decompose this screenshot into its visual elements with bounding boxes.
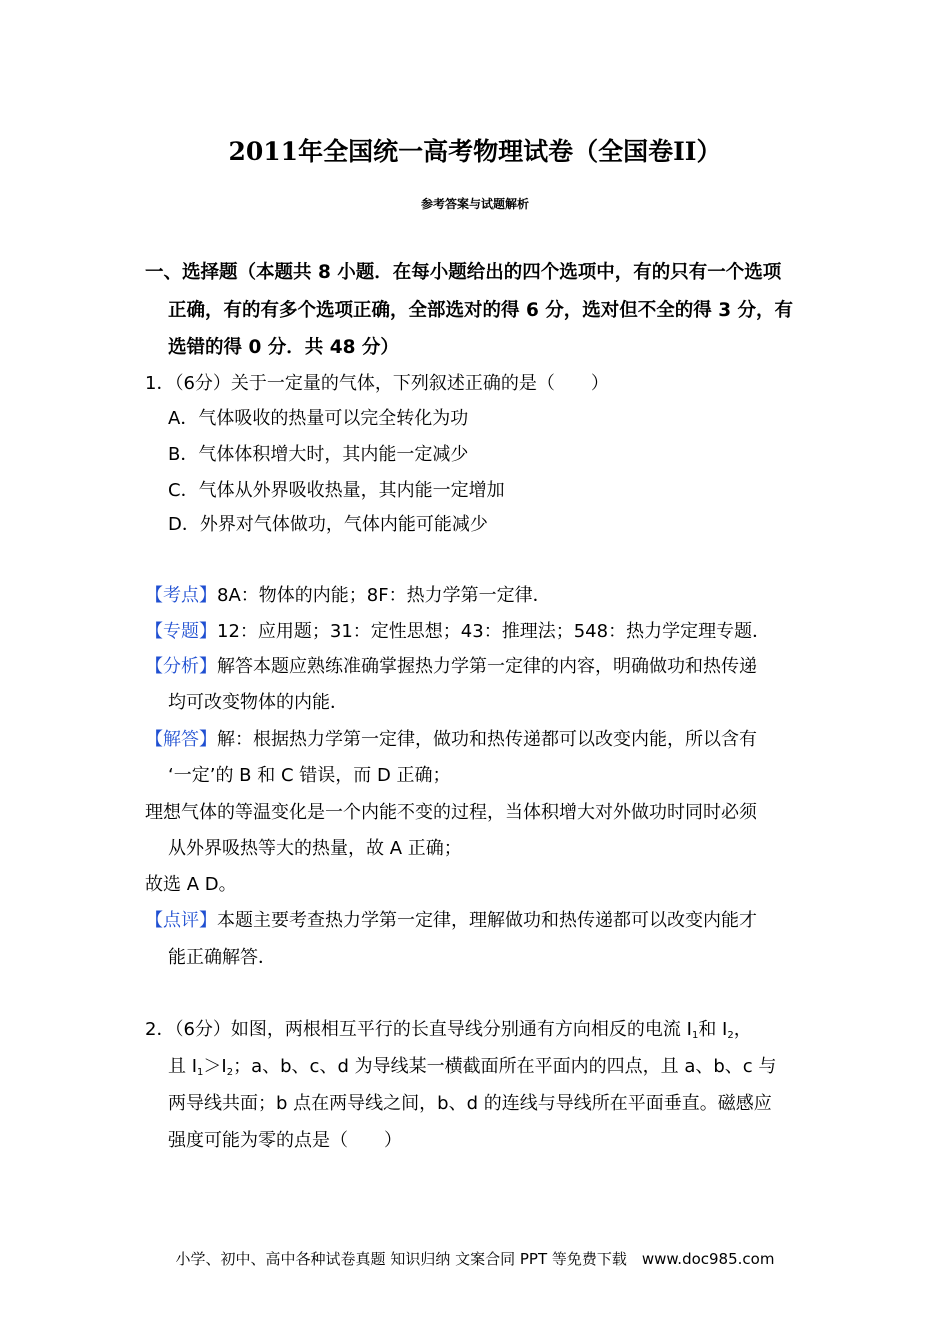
jieda-text-1: 解：根据热力学第一定律，做功和热传递都可以改变内能，所以含有 xyxy=(217,729,757,750)
section-heading-line3: 选错的得 0 分．共 48 分） xyxy=(168,337,399,358)
kaodian-text: 8A：物体的内能；8F：热力学第一定律． xyxy=(217,585,551,606)
zhuanti-text: 12：应用题；31：定性思想；43：推理法；548：热力学定理专题． xyxy=(217,621,771,642)
q2-l2-sub1: 1 xyxy=(197,1067,204,1078)
dianping-row xyxy=(145,906,757,932)
section-heading-line2: 正确，有的有多个选项正确，全部选对的得 6 分，选对但不全的得 3 分，有 xyxy=(168,300,794,321)
jieda-tag: 【解答】 xyxy=(145,729,217,750)
q2-l1b: 和 I xyxy=(698,1019,728,1040)
section-heading-line1: 一、选择题（本题共 8 小题．在每小题给出的四个选项中，有的只有一个选项 xyxy=(145,262,782,283)
q2-l1-sub1: 1 xyxy=(691,1030,699,1041)
q2-l2b: ＞I xyxy=(203,1056,227,1077)
dianping-tag: 【点评】 xyxy=(145,910,217,931)
jieda-text-3: 理想气体的等温变化是一个内能不变的过程，当体积增大对外做功时同时必须 xyxy=(145,802,757,823)
dianping-text-2: 能正确解答． xyxy=(168,947,276,968)
question-1-option-b: B．气体体积增大时，其内能一定减少 xyxy=(168,444,469,465)
jieda-row xyxy=(145,725,757,751)
fenxi-tag: 【分析】 xyxy=(145,656,217,677)
q2-l1c: ， xyxy=(733,1019,752,1040)
fenxi-text-1: 解答本题应熟练准确掌握热力学第一定律的内容，明确做功和热传递 xyxy=(217,656,757,677)
question-2-line4: 强度可能为零的点是（ ） xyxy=(168,1130,402,1151)
question-2-line2 xyxy=(168,1052,776,1078)
zhuanti-tag: 【专题】 xyxy=(145,621,217,642)
page-footer: 小学、初中、高中各种试卷真题 知识归纳 文案合同 PPT 等免费下载 www.doc985.com xyxy=(175,1250,775,1268)
jieda-text-2: ‘一定’的 B 和 C 错误，而 D 正确； xyxy=(168,765,451,786)
jieda-text-5: 故选 A D。 xyxy=(145,874,237,895)
dianping-text-1: 本题主要考查热力学第一定律，理解做功和热传递都可以改变内能才 xyxy=(217,910,757,931)
question-2-line1 xyxy=(145,1015,752,1041)
page-subtitle: 参考答案与试题解析 xyxy=(420,197,529,211)
fenxi-row xyxy=(145,652,757,678)
fenxi-text-2: 均可改变物体的内能． xyxy=(168,692,348,713)
question-1-option-c: C．气体从外界吸收热量，其内能一定增加 xyxy=(168,480,505,501)
kaodian-row xyxy=(145,581,551,607)
page-title: 2011年全国统一高考物理试卷（全国卷II） xyxy=(228,137,722,166)
q2-l1-sub2: 2 xyxy=(727,1030,734,1041)
zhuanti-row xyxy=(145,617,770,643)
question-1-option-d: D．外界对气体做功，气体内能可能减少 xyxy=(168,514,488,535)
q2-l1a: 2．（6分）如图，两根相互平行的长直导线分别通有方向相反的电流 I xyxy=(145,1019,692,1040)
q2-l2-sub2: 2 xyxy=(226,1067,234,1078)
question-2-line3: 两导线共面；b 点在两导线之间，b、d 的连线与导线所在平面垂直。磁感应 xyxy=(168,1093,772,1114)
question-1-option-a: A．气体吸收的热量可以完全转化为功 xyxy=(168,408,469,429)
jieda-text-4: 从外界吸热等大的热量，故 A 正确； xyxy=(168,838,462,859)
question-1-stem: 1．（6分）关于一定量的气体，下列叙述正确的是（ ） xyxy=(145,373,609,394)
q2-l2c: ；a、b、c、d 为导线某一横截面所在平面内的四点，且 a、b、c 与 xyxy=(233,1056,777,1077)
kaodian-tag: 【考点】 xyxy=(145,585,217,606)
q2-l2a: 且 I xyxy=(168,1056,198,1077)
